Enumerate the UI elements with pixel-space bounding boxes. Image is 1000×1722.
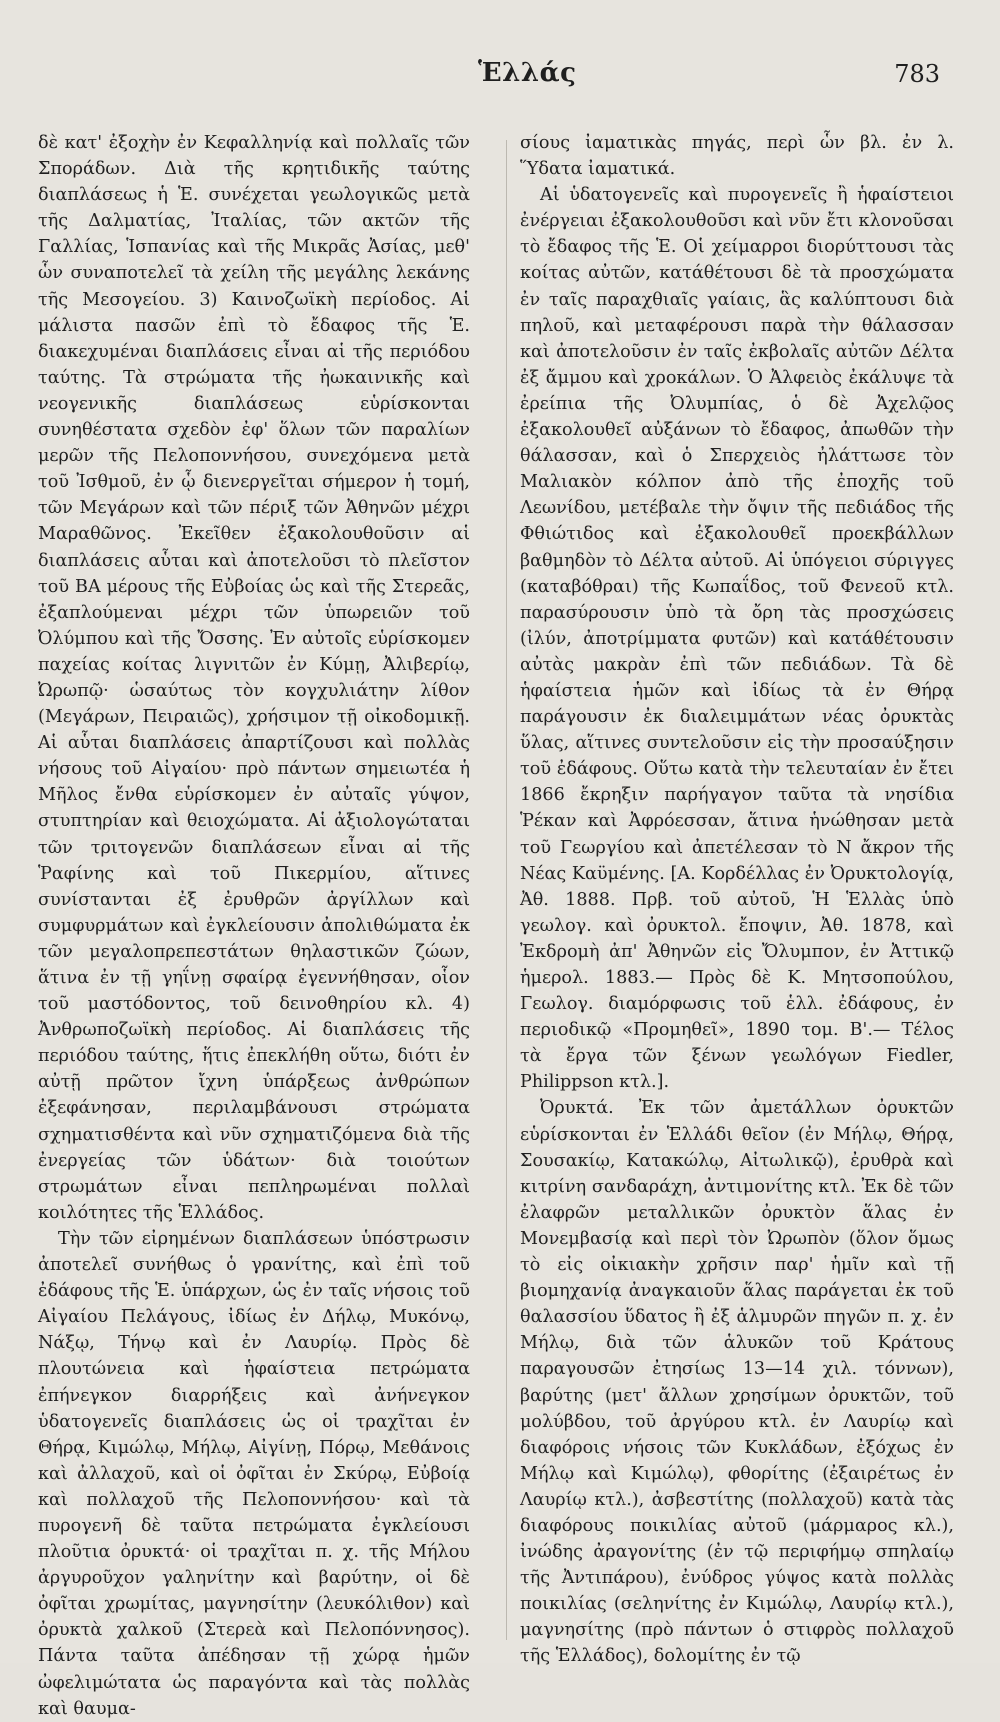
left-paragraph-1: δὲ κατ' ἐξοχὴν ἐν Κεφαλληνίᾳ καὶ πολλαῖς τῶν Σποράδων. Διὰ τῆς κρητιδικῆς ταύτης διαπλάσεως ἡ Ἑ. συνέχεται γεωλογικῶς μετὰ τῆς Δαλματίας, Ἰταλίας, τῶν ακτῶν τῆς Γαλλίας, Ἱσπανίας καὶ τῆς Μικρᾶς Ἀσίας, μεθ' ὧν συναποτελεῖ τὰ χείλη τῆς μεγάλης λεκάνης τῆς Μεσογείου. 3) Καινοζωϊκὴ περίοδος. Αἱ μάλιστα πασῶν ἐπὶ τὸ ἔδαφος τῆς Ἑ. διακεχυμέναι διαπλάσεις εἶναι αἱ τῆς περιόδου ταύτης. Τὰ στρώματα τῆς ἠωκαινικῆς καὶ νεογενικῆς διαπλάσεως εὑρίσκονται συνηθέστατα σχεδὸν ἐφ' ὅλων τῶν παραλίων μερῶν τῆς Πελοποννήσου, συνεχόμενα μετὰ τοῦ Ἰσθμοῦ, ἐν ᾧ διενεργεῖται σήμερον ἡ τομή, τῶν Μεγάρων καὶ τῶν πέριξ τῶν Ἀθηνῶν μέχρι Μαραθῶνος. Ἐκεῖθεν ἐξακολουθοῦσιν αἱ διαπλάσεις αὗται καὶ ἀποτελοῦσι τὸ πλεῖστον τοῦ ΒΑ μέρους τῆς Εὐβοίας ὡς καὶ τῆς Στερεᾶς, ἐξαπλούμεναι μέχρι τῶν ὑπωρειῶν τοῦ Ὀλύμπου καὶ τῆς Ὄσσης. Ἐν αὐτοῖς εὑρίσκομεν παχείας κοίτας λιγνιτῶν ἐν Κύμῃ, Ἀλιβερίῳ, Ὠρωπῷ· ὡσαύτως τὸν κογχυλιάτην λίθον (Μεγάρων, Πειραιῶς), χρήσιμον τῇ οἰκοδομικῇ. Αἱ αὗται διαπλάσεις ἀπαρτίζουσι καὶ πολλὰς νήσους τοῦ Αἰγαίου· πρὸ πάντων σημειωτέα ἡ Μῆλος ἔνθα εὑρίσκομεν ἐν αὐταῖς γύψον, στυπτηρίαν καὶ θειοχώματα. Αἱ ἀξιολογώταται τῶν τριτογενῶν διαπλάσεων εἶναι αἱ τῆς Ῥαφίνης καὶ τοῦ Πικερμίου, αἵτινες συνίστανται ἐξ ἐρυθρῶν ἀργίλλων καὶ συμφυρμάτων καὶ ἐγκλείουσιν ἀπολιθώματα ἐκ τῶν μεγαλοπρεπεστάτων θηλαστικῶν ζώων, ἅτινα ἐν τῇ γηΐνῃ σφαίρᾳ ἐγεννήθησαν, οἷον τοῦ μαστόδοντος, τοῦ δεινοθηρίου κλ. 4) Ἀνθρωποζωϊκὴ περίοδος. Αἱ διαπλάσεις τῆς περιόδου ταύτης, ἥτις ἐπεκλήθη οὕτω, διότι ἐν αὐτῇ πρῶτον ἴχνη ὑπάρξεως ἀνθρώπων ἐξεφάνησαν, περιλαμβάνουσι στρώματα σχηματισθέντα καὶ νῦν σχηματιζόμενα διὰ τῆς ἐνεργείας τῶν ὑδάτων· διὰ τοιούτων στρωμάτων εἶναι πεπληρωμέναι πολλαὶ κοιλότητες τῆς Ἑλλάδος. <box>38 133 470 1223</box>
page-number: 783 <box>894 60 940 88</box>
running-title: Ἑλλάς <box>478 58 577 88</box>
right-paragraph-2: Αἱ ὑδατογενεῖς καὶ πυρογενεῖς ἢ ἡφαίστειοι ἐνέργειαι ἐξακολουθοῦσι καὶ νῦν ἔτι κλονοῦσαι τὸ ἔδαφος τῆς Ἑ. Οἱ χείμαρροι διορύττουσι τὰς κοίτας αὐτῶν, κατάθέτουσι δὲ τὰ προσχώματα ἐν ταῖς παραχθιαῖς γαίαις, ἃς καλύπτουσι διὰ πηλοῦ, καὶ μεταφέρουσι παρὰ τὴν θάλασσαν καὶ ἀποτελοῦσιν ἐν ταῖς ἐκβολαῖς αὐτῶν Δέλτα ἐξ ἄμμου καὶ χροκάλων. Ὁ Ἀλφειὸς ἐκάλυψε τὰ ἐρείπια τῆς Ὀλυμπίας, ὁ δὲ Ἀχελῷος ἐξακολουθεῖ αὐξάνων τὸ ἔδαφος, ἀπωθῶν τὴν θάλασσαν, καὶ ὁ Σπερχειὸς ἠλάττωσε τὸν Μαλιακὸν κόλπον ἀπὸ τῆς ἐποχῆς τοῦ Λεωνίδου, μετέβαλε τὴν ὄψιν τῆς πεδιάδος τῆς Φθιώτιδος καὶ ἐξακολουθεῖ προεκβάλλων βαθμηδὸν τὸ Δέλτα αὐτοῦ. Αἱ ὑπόγειοι σύριγγες (καταβόθραι) τῆς Κωπαΐδος, τοῦ Φενεοῦ κτλ. παρασύρουσιν ὑπὸ τὰ ὄρη τὰς προσχώσεις (ἰλύν, ἀποτρίμματα φυτῶν) καὶ κατάθέτουσιν αὐτὰς μακρὰν ἐπὶ τῶν πεδιάδων. Τὰ δὲ ἡφαίστεια ἡμῶν καὶ ἰδίως τὰ ἐν Θήρᾳ παράγουσιν ἐκ διαλειμμάτων νέας ὀρυκτὰς ὕλας, αἵτινες συντελοῦσιν εἰς τὴν προσαύξησιν τοῦ ἐδάφους. Οὕτω κατὰ τὴν τελευταίαν ἐν ἔτει 1866 ἔκρηξιν παρήγαγον ταῦτα τὰ νησίδια Ῥέκαν καὶ Ἀφρόεσσαν, ἅτινα ἡνώθησαν μετὰ τοῦ Γεωργίου καὶ ἀπετέλεσαν τὸ Ν ἄκρον τῆς Νέας Καϋμένης. [Α. Κορδέλλας ἐν Ὀρυκτολογίᾳ, Ἀθ. 1888. Πρβ. τοῦ αὐτοῦ, Ἡ Ἑλλὰς ὑπὸ γεωλογ. καὶ ὀρυκτολ. ἔποψιν, Ἀθ. 1878, καὶ Ἐκδρομὴ ἀπ' Ἀθηνῶν εἰς Ὄλυμπον, ἐν Ἀττικῷ ἡμερολ. 1883.— Πρὸς δὲ Κ. Μητσοπούλου, Γεωλογ. διαμόρφωσις τοῦ ἑλλ. ἐδάφους, ἐν περιοδικῷ «Προμηθεῖ», 1890 τομ. Β'.— Τέλος τὰ ἔργα τῶν ξένων γεωλόγων Fiedler, Philippson κτλ.]. <box>520 185 954 1093</box>
left-column <box>38 130 470 1722</box>
right-paragraph-1: σίους ἰαματικὰς πηγάς, περὶ ὧν βλ. ἐν λ. Ὕδατα ἰαματικά. <box>520 133 954 180</box>
right-column <box>520 130 954 1670</box>
page-header <box>0 58 1000 98</box>
left-paragraph-2: Τὴν τῶν εἰρημένων διαπλάσεων ὑπόστρωσιν ἀποτελεῖ συνήθως ὁ γρανίτης, καὶ ἐπὶ τοῦ ἐδάφους τῆς Ἑ. ὑπάρχων, ὡς ἐν ταῖς νήσοις τοῦ Αἰγαίου Πελάγους, ἰδίως ἐν Δήλῳ, Μυκόνῳ, Νάξῳ, Τήνῳ καὶ ἐν Λαυρίῳ. Πρὸς δὲ πλουτώνεια καὶ ἡφαίστεια πετρώματα ἐπήνεγκον διαρρήξεις καὶ ἀνήνεγκον ὑδατογενεῖς διαπλάσεις ὡς οἱ τραχῖται ἐν Θήρᾳ, Κιμώλῳ, Μήλῳ, Αἰγίνῃ, Πόρῳ, Μεθάνοις καὶ ἀλλαχοῦ, καὶ οἱ ὀφῖται ἐν Σκύρῳ, Εὐβοίᾳ καὶ πολλαχοῦ τῆς Πελοποννήσου· καὶ τὰ πυρογενῆ δὲ ταῦτα πετρώματα ἐγκλείουσι πλοῦτια ὀρυκτά· οἱ τραχῖται π. χ. τῆς Μήλου ἀργυροῦχον γαληνίτην καὶ βαρύτην, οἱ δὲ ὀφῖται χρωμίτας, μαγνησίτην (λευκόλιθον) καὶ ὀρυκτὰ χαλκοῦ (Στερεὰ καὶ Πελοπόννησος). Πάντα ταῦτα ἀπέδησαν τῇ χώρᾳ ἡμῶν ὠφελιμώτατα ὡς παραγόντα καὶ τὰς πολλὰς καὶ θαυμα- <box>38 1228 470 1719</box>
column-divider <box>506 140 507 1640</box>
right-paragraph-3: Ὀρυκτά. Ἐκ τῶν ἀμετάλλων ὀρυκτῶν εὑρίσκονται ἐν Ἑλλάδι θεῖον (ἐν Μήλῳ, Θήρᾳ, Σουσακίῳ, Κατακώλῳ, Αἰτωλικῷ), ἐρυθρὰ καὶ κιτρίνη σανδαράχη, ἀντιμονίτης κτλ. Ἐκ δὲ τῶν ἐλαφρῶν μεταλλικῶν ὀρυκτὸν ἅλας ἐν Μονεμβασίᾳ καὶ περὶ τὸν Ὠρωπὸν (ὅλον ὅμως τὸ εἰς οἰκιακὴν χρῆσιν παρ' ἡμῖν καὶ τῇ βιομηχανίᾳ ἀναγκαιοῦν ἅλας παράγεται ἐκ τοῦ θαλασσίου ὕδατος ἢ ἐξ ἁλμυρῶν πηγῶν π. χ. ἐν Μήλῳ, διὰ τῶν ἁλυκῶν τοῦ Κράτους παραγουσῶν ἐτησίως 13—14 χιλ. τόννων), βαρύτης (μετ' ἄλλων χρησίμων ὀρυκτῶν, τοῦ μολύβδου, τοῦ ἀργύρου κτλ. ἐν Λαυρίῳ καὶ διαφόροις νήσοις τῶν Κυκλάδων, ἐξόχως ἐν Μήλῳ καὶ Κιμώλῳ), φθορίτης (ἐξαιρέτως ἐν Λαυρίῳ κτλ.), ἀσβεστίτης (πολλαχοῦ) κατὰ τὰς διαφόρους ποικιλίας αὐτοῦ (μάρμαρος κλ.), ἰνώδης ἀραγονίτης (ἐν τῷ περιφήμῳ σπηλαίῳ τῆς Ἀντιπάρου), ἐνύδρος γύψος κατὰ πολλὰς ποικιλίας (σεληνίτης ἐν Κιμώλῳ, Λαυρίῳ κτλ.), μαγνησίτης (πρὸ πάντων ὁ στιφρὸς πολλαχοῦ τῆς Ἑλλάδος), δολομίτης ἐν τῷ <box>520 1098 954 1667</box>
